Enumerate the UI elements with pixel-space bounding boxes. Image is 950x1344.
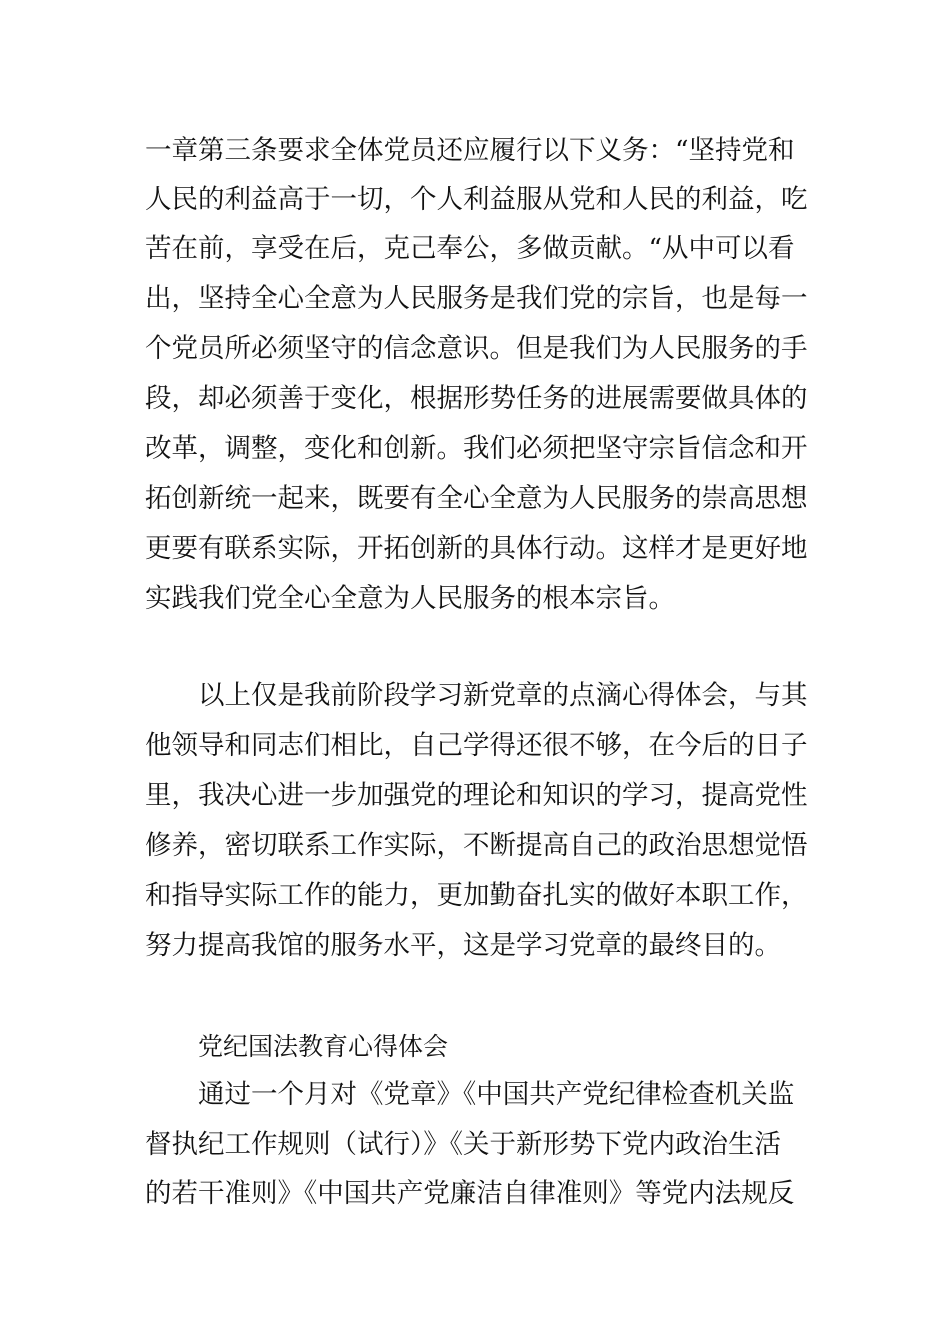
paragraph-2-line-3: 里，我决心进一步加强党的理论和知识的学习，提高党性 bbox=[145, 780, 808, 811]
paragraph-1-line-6: 段，却必须善于变化，根据形势任务的进展需要做具体的 bbox=[145, 383, 808, 414]
paragraph-1-line-8: 拓创新统一起来，既要有全心全意为人民服务的崇高思想 bbox=[145, 483, 808, 514]
paragraph-1-line-10: 实践我们党全心全意为人民服务的根本宗旨。 bbox=[145, 583, 675, 614]
section-heading: 党纪国法教育心得体会 bbox=[198, 1032, 449, 1061]
paragraph-1-line-1: 一章第三条要求全体党员还应履行以下义务：“坚持党和 bbox=[145, 135, 795, 166]
paragraph-1-line-7: 改革，调整，变化和创新。我们必须把坚守宗旨信念和开 bbox=[145, 433, 808, 464]
paragraph-1-line-4: 出，坚持全心全意为人民服务是我们党的宗旨，也是每一 bbox=[145, 283, 808, 314]
paragraph-1-line-9: 更要有联系实际，开拓创新的具体行动。这样才是更好地 bbox=[145, 533, 808, 564]
paragraph-2-line-4: 修养，密切联系工作实际，不断提高自己的政治思想觉悟 bbox=[145, 830, 808, 861]
paragraph-2-line-1: 以上仅是我前阶段学习新党章的点滴心得体会，与其 bbox=[198, 680, 808, 711]
paragraph-1-line-3: 苦在前，享受在后，克己奉公，多做贡献。“从中可以看 bbox=[145, 233, 795, 264]
paragraph-1-line-2: 人民的利益高于一切，个人利益服从党和人民的利益，吃 bbox=[145, 184, 808, 215]
paragraph-1-line-5: 个党员所必须坚守的信念意识。但是我们为人民服务的手 bbox=[145, 333, 808, 364]
paragraph-2-line-2: 他领导和同志们相比，自己学得还很不够，在今后的日子 bbox=[145, 730, 808, 761]
paragraph-3-line-3: 的若干准则》《中国共产党廉洁自律准则》等党内法规反 bbox=[145, 1178, 795, 1209]
paragraph-3-line-2: 督执纪工作规则（试行）》《关于新形势下党内政治生活 bbox=[145, 1129, 781, 1160]
paragraph-2-line-5: 和指导实际工作的能力，更加勤奋扎实的做好本职工作， bbox=[145, 880, 808, 911]
paragraph-3-line-1: 通过一个月对《党章》《中国共产党纪律检查机关监 bbox=[198, 1079, 795, 1110]
paragraph-2-line-6: 努力提高我馆的服务水平，这是学习党章的最终目的。 bbox=[145, 930, 781, 961]
